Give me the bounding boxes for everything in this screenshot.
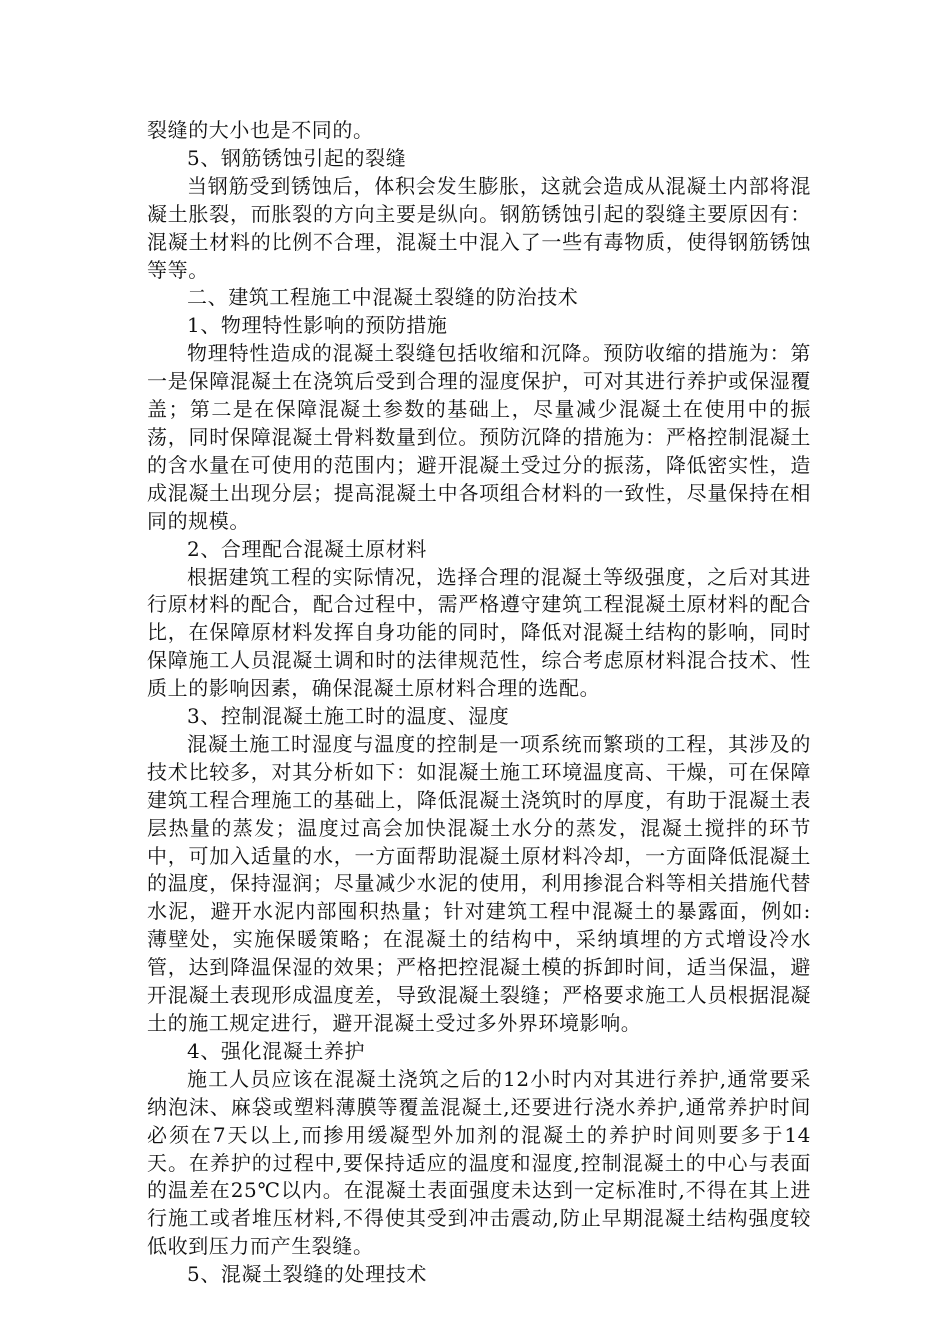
- section-heading-raw-materials: 2、合理配合混凝土原材料: [187, 536, 427, 561]
- paragraph-raw-materials: 根据建筑工程的实际情况，选择合理的混凝土等级强度，之后对其进行原材料的配合，配合过程中，需严格遵守建筑工程混凝土原材料的配合比，在保障原材料发挥自身功能的同时，降低对混凝土结构的影响，同时保障施工人员混凝土调和时的法律规范性，综合考虑原材料混合技术、性质上的影响因素，确保混凝土原材料合理的选配。: [147, 564, 811, 701]
- paragraph-rebar-corrosion: 当钢筋受到锈蚀后，体积会发生膨胀，这就会造成从混凝土内部将混凝土胀裂，而胀裂的方向主要是纵向。钢筋锈蚀引起的裂缝主要原因有：混凝土材料的比例不合理，混凝土中混入了一些有毒物质，使得钢筋锈蚀等等。: [147, 173, 811, 282]
- paragraph-curing: 施工人员应该在混凝土浇筑之后的12小时内对其进行养护,通常要采纳泡沫、麻袋或塑料薄膜等覆盖混凝土,还要进行浇水养护,通常养护时间必须在7天以上,而掺用缓凝型外加剂的混凝土的养护时间则要多于14天。在养护的过程中,要保持适应的温度和湿度,控制混凝土的中心与表面的温差在25℃以内。在混凝土表面强度未达到一定标准时,不得在其上进行施工或者堆压材料,不得使其受到冲击震动,防止早期混凝土结构强度较低收到压力而产生裂缝。: [147, 1066, 811, 1259]
- paragraph-physical-properties: 物理特性造成的混凝土裂缝包括收缩和沉降。预防收缩的措施为：第一是保障混凝土在浇筑后受到合理的湿度保护，可对其进行养护或保湿覆盖；第二是在保障混凝土参数的基础上，尽量减少混凝土在使用中的振荡，同时保障混凝土骨料数量到位。预防沉降的措施为：严格控制混凝土的含水量在可使用的范围内；避开混凝土受过分的振荡，降低密实性，造成混凝土出现分层；提高混凝土中各项组合材料的一致性，尽量保持在相同的规模。: [147, 341, 811, 533]
- section-heading-curing: 4、强化混凝土养护: [187, 1038, 366, 1063]
- section-heading-physical-properties: 1、物理特性影响的预防措施: [187, 313, 448, 338]
- section-heading-rebar-corrosion: 5、钢筋锈蚀引起的裂缝: [187, 145, 407, 170]
- document-body: [147, 117, 811, 1289]
- section-heading-temperature-humidity: 3、控制混凝土施工时的温度、湿度: [187, 704, 510, 729]
- section-heading-crack-treatment: 5、混凝土裂缝的处理技术: [187, 1262, 427, 1287]
- paragraph-temperature-humidity: 混凝土施工时湿度与温度的控制是一项系统而繁琐的工程，其涉及的技术比较多，对其分析如下：如混凝土施工环境温度高、干燥，可在保障建筑工程合理施工的基础上，降低混凝土浇筑时的厚度，有助于混凝土表层热量的蒸发；温度过高会加快混凝土水分的蒸发，混凝土搅拌的环节中，可加入适量的水，一方面帮助混凝土原材料冷却，一方面降低混凝土的温度，保持湿润；尽量减少水泥的使用，利用掺混合料等相关措施代替水泥，避开水泥内部囤积热量；针对建筑工程中混凝土的暴露面，例如:薄壁处，实施保暖策略；在混凝土的结构中，采纳填埋的方式增设冷水管，达到降温保湿的效果；严格把控混凝土模的拆卸时间，适当保温，避开混凝土表现形成温度差，导致混凝土裂缝；严格要求施工人员根据混凝土的施工规定进行，避开混凝土受过多外界环境影响。: [147, 731, 811, 1035]
- chapter-heading-prevention: 二、建筑工程施工中混凝土裂缝的防治技术: [187, 285, 579, 310]
- paragraph-continuation: 裂缝的大小也是不同的。: [147, 118, 374, 142]
